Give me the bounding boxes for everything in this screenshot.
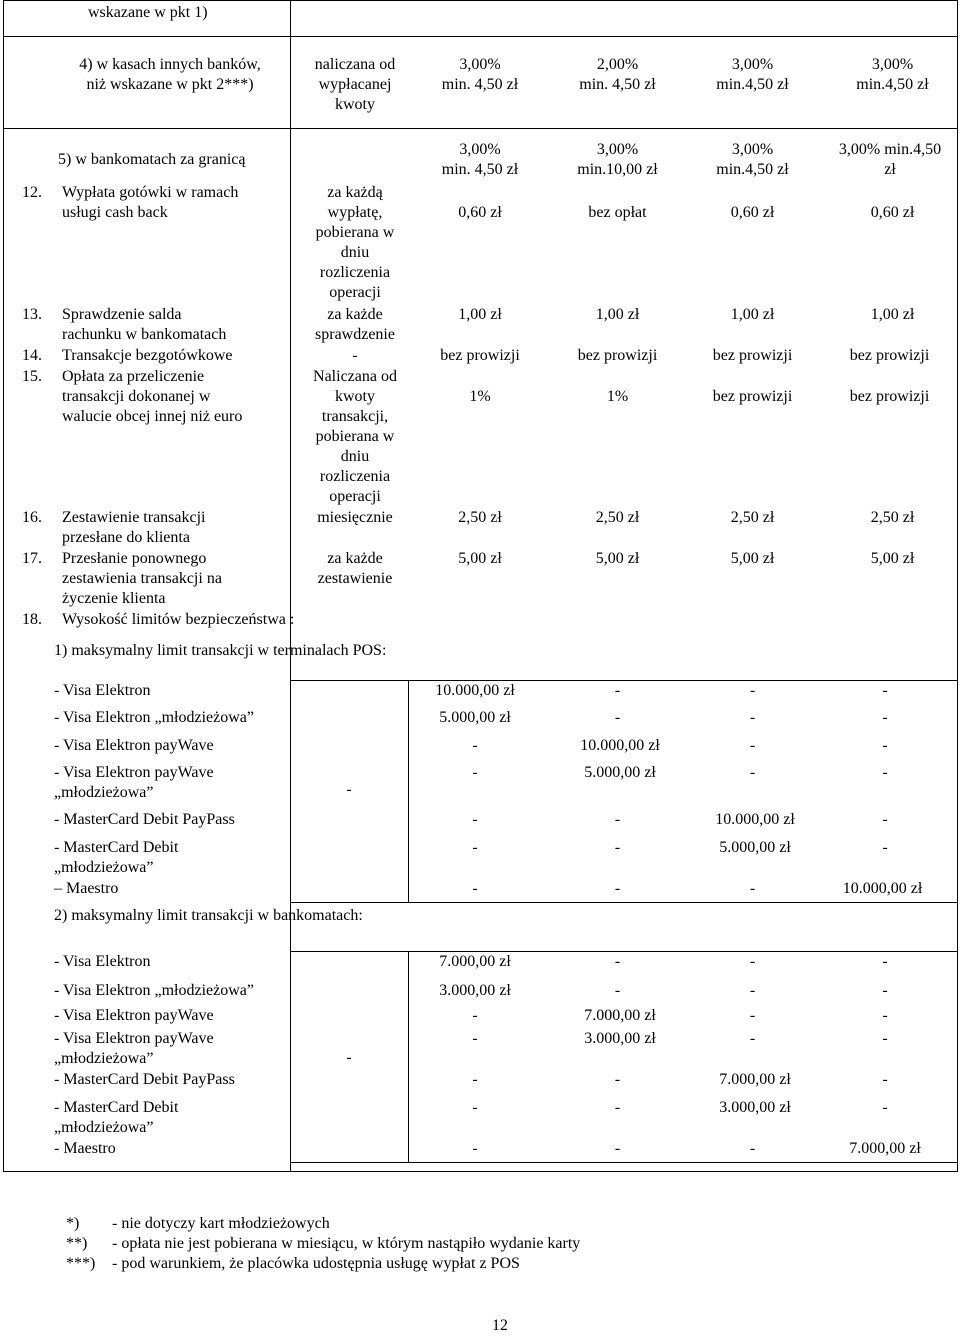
limit-cell: - (614, 709, 621, 726)
limit-cell: 3.000,00 zł (719, 1099, 791, 1116)
card-label: - MasterCard Debit PayPass (54, 1071, 235, 1088)
row-label: Wypłata gotówki w ramach (62, 184, 239, 201)
limit-cell: - (472, 839, 478, 856)
footnote-mark: *) (66, 1215, 80, 1232)
row-basis: sprawdzenie (315, 326, 395, 343)
fee-cell: 3,00% (596, 141, 639, 158)
row-basis: - (352, 347, 358, 364)
limit-cell: 3.000,00 zł (439, 982, 511, 999)
limit-cell: - (472, 1140, 478, 1157)
page-number: 12 (492, 1317, 508, 1334)
card-label: - Visa Elektron payWave (54, 737, 214, 754)
fee-cell: 3,00% min.4,50 (838, 141, 942, 158)
limit-cell: - (882, 982, 888, 999)
limit-cell: - (614, 982, 621, 999)
row-label: życzenie klienta (62, 590, 166, 607)
row-basis: rozliczenia (319, 264, 391, 281)
card-label: – Maestro (54, 880, 119, 897)
row-basis: wypłatę, (327, 204, 383, 221)
limit-cell: - (472, 811, 478, 828)
fee-cell: 5,00 zł (458, 550, 502, 567)
fee-cell: 5,00 zł (870, 550, 915, 567)
footnote-text: - pod warunkiem, że placówka udostępnia usługę wypłat z POS (112, 1255, 520, 1272)
fee-cell: 2,50 zł (458, 509, 502, 526)
limit-cell: - (472, 1007, 478, 1024)
fee-cell: 0,60 zł (730, 204, 775, 221)
limit-cell: - (614, 953, 621, 970)
limit-cell: - (749, 682, 756, 699)
row-label: 5) w bankomatach za granicą (58, 151, 246, 168)
row-basis: za każde (327, 306, 383, 323)
fee-cell: 0,60 zł (458, 204, 502, 221)
row-basis: miesięcznie (317, 509, 393, 526)
fee-cell: min.4,50 zł (856, 76, 929, 93)
limit-cell: 5.000,00 zł (719, 839, 791, 856)
limit-cell: - (882, 1099, 888, 1116)
row-basis: pobierana w (315, 224, 395, 241)
row-label: niż wskazane w pkt 2***) (86, 76, 254, 93)
continued-text: wskazane w pkt 1) (88, 4, 208, 21)
row-number: 16. (22, 509, 42, 526)
fee-cell: bez prowizji (577, 347, 658, 364)
card-label: - MasterCard Debit (54, 1099, 179, 1116)
limit-cell: - (882, 1007, 888, 1024)
card-label: „młodzieżowa” (54, 1050, 154, 1067)
limit-cell: - (882, 709, 888, 726)
row-label: przesłane do klienta (62, 529, 190, 546)
row-basis: dniu (340, 244, 370, 261)
limit-cell: - (882, 811, 888, 828)
limit-cell: - (882, 1071, 888, 1088)
limit-cell: - (749, 1140, 756, 1157)
limit-cell: - (472, 764, 478, 781)
limit-cell: - (472, 880, 478, 897)
row-basis: transakcji, (321, 408, 389, 425)
card-label: - Visa Elektron „młodzieżowa” (54, 709, 254, 726)
row-number: 13. (22, 306, 42, 323)
fee-cell: 2,00% (596, 56, 639, 73)
limit-cell: 3.000,00 zł (584, 1030, 656, 1047)
fee-cell: bez opłat (588, 204, 647, 221)
limit-cell: 5.000,00 zł (584, 764, 656, 781)
fee-cell: 1% (606, 388, 629, 405)
limit-cell: - (614, 811, 621, 828)
fee-cell: min. 4,50 zł (441, 161, 519, 178)
row-label: Zestawienie transakcji (62, 509, 206, 526)
card-label: „młodzieżowa” (54, 784, 154, 801)
limit-cell: - (749, 1007, 756, 1024)
limit-cell: - (882, 1030, 888, 1047)
fee-cell: 2,50 zł (870, 509, 915, 526)
row-basis: wypłacanej (318, 76, 392, 93)
limit-cell: - (472, 1030, 478, 1047)
row-label: transakcji dokonanej w (62, 388, 211, 405)
fee-cell: 2,50 zł (595, 509, 640, 526)
limit-cell: 10.000,00 zł (715, 811, 795, 828)
limit-cell: - (749, 880, 756, 897)
limit-cell: - (614, 839, 621, 856)
row-label: zestawienia transakcji na (62, 570, 222, 587)
row-number: 17. (22, 550, 42, 567)
limit-cell: 7.000,00 zł (849, 1140, 921, 1157)
fee-cell: min.4,50 zł (716, 161, 789, 178)
basis-dash: - (346, 781, 352, 798)
limit-cell: - (749, 737, 756, 754)
card-label: „młodzieżowa” (54, 1119, 154, 1136)
fee-cell: 2,50 zł (730, 509, 775, 526)
card-label: „młodzieżowa” (54, 859, 154, 876)
fee-cell: 1,00 zł (595, 306, 640, 323)
fee-cell: 3,00% (871, 56, 914, 73)
footnote-text: - opłata nie jest pobierana w miesiącu, w którym nastąpiło wydanie karty (112, 1235, 581, 1252)
limit-cell: - (614, 1099, 621, 1116)
limit-cell: 5.000,00 zł (439, 709, 511, 726)
limit-cell: - (749, 982, 756, 999)
card-label: - Visa Elektron (54, 953, 151, 970)
section-title: 2) maksymalny limit transakcji w bankomatach: (54, 907, 363, 924)
row-number: 18. (22, 611, 42, 628)
fee-cell: bez prowizji (849, 388, 930, 405)
limit-cell: - (749, 764, 756, 781)
limit-cell: - (472, 1099, 478, 1116)
limit-cell: - (614, 682, 621, 699)
footnote-text: - nie dotyczy kart młodzieżowych (112, 1215, 330, 1232)
row-label: 4) w kasach innych banków, (79, 56, 261, 73)
row-number: 15. (22, 368, 42, 385)
row-basis: naliczana od (314, 56, 396, 73)
row-basis: kwoty (335, 96, 375, 113)
card-label: - Visa Elektron (54, 682, 151, 699)
row-number: 12. (22, 184, 42, 201)
section-title: 1) maksymalny limit transakcji w terminalach POS: (54, 642, 387, 659)
row-label: Transakcje bezgotówkowe (62, 347, 233, 364)
fee-cell: 5,00 zł (730, 550, 775, 567)
row-basis: zestawienie (317, 570, 393, 587)
card-label: - Maestro (54, 1140, 116, 1157)
row-label: walucie obcej innej niż euro (62, 408, 243, 425)
row-label: Przesłanie ponownego (62, 550, 207, 567)
row-basis: rozliczenia (319, 468, 391, 485)
fee-cell: bez prowizji (849, 347, 930, 364)
limit-cell: - (882, 953, 888, 970)
limit-cell: - (472, 1071, 478, 1088)
basis-dash: - (346, 1049, 352, 1066)
limit-cell: - (749, 953, 756, 970)
row-label: Sprawdzenie salda (62, 306, 182, 323)
card-label: - Visa Elektron payWave (54, 1030, 214, 1047)
row-basis: operacji (329, 488, 381, 505)
row-label: Wysokość limitów bezpieczeństwa : (62, 611, 295, 628)
row-basis: pobierana w (315, 428, 395, 445)
limit-cell: - (749, 709, 756, 726)
fee-cell: 1,00 zł (730, 306, 775, 323)
row-basis: za każdą (327, 184, 383, 201)
row-basis: kwoty (335, 388, 375, 405)
fee-cell: 3,00% (459, 56, 501, 73)
fee-cell: 3,00% (731, 56, 774, 73)
limit-cell: - (472, 737, 478, 754)
row-label: rachunku w bankomatach (62, 326, 227, 343)
row-basis: operacji (329, 284, 381, 301)
limit-cell: - (882, 764, 888, 781)
limit-cell: 10.000,00 zł (842, 880, 923, 897)
limit-cell: - (882, 737, 888, 754)
row-basis: dniu (340, 448, 370, 465)
row-label: usługi cash back (62, 204, 168, 221)
fee-cell: 3,00% (731, 141, 774, 158)
fee-cell: min. 4,50 zł (441, 76, 519, 93)
footnote-mark: ***) (66, 1255, 96, 1272)
fee-cell: min.10,00 zł (577, 161, 658, 178)
fee-cell: 1% (469, 388, 491, 405)
fee-cell: bez prowizji (440, 347, 520, 364)
fee-cell: 1,00 zł (870, 306, 915, 323)
fee-cell: 3,00% (459, 141, 501, 158)
limit-cell: 10.000,00 zł (435, 682, 515, 699)
limit-cell: - (614, 1140, 621, 1157)
fee-cell: min.4,50 zł (716, 76, 789, 93)
row-basis: Naliczana od (313, 368, 397, 385)
limit-cell: - (614, 1071, 621, 1088)
limit-cell: 10.000,00 zł (580, 737, 660, 754)
card-label: - MasterCard Debit (54, 839, 179, 856)
limit-cell: - (614, 880, 621, 897)
limit-cell: - (882, 682, 888, 699)
footnote-mark: **) (66, 1235, 88, 1252)
card-label: - MasterCard Debit PayPass (54, 811, 235, 828)
fee-cell: bez prowizji (712, 388, 793, 405)
limit-cell: 7.000,00 zł (584, 1007, 656, 1024)
fee-cell: 5,00 zł (595, 550, 640, 567)
fee-cell: min. 4,50 zł (579, 76, 656, 93)
limit-cell: 7.000,00 zł (719, 1071, 791, 1088)
limit-cell: - (882, 839, 888, 856)
limit-cell: 7.000,00 zł (439, 953, 511, 970)
row-basis: za każde (327, 550, 383, 567)
fee-cell: 1,00 zł (458, 306, 502, 323)
row-number: 14. (22, 347, 42, 364)
card-label: - Visa Elektron „młodzieżowa” (54, 982, 254, 999)
row-label: Opłata za przeliczenie (62, 368, 205, 385)
fee-cell: 0,60 zł (870, 204, 915, 221)
card-label: - Visa Elektron payWave (54, 764, 214, 781)
limit-cell: - (749, 1030, 756, 1047)
fee-cell: zł (884, 161, 896, 178)
card-label: - Visa Elektron payWave (54, 1007, 214, 1024)
fee-cell: bez prowizji (712, 347, 793, 364)
